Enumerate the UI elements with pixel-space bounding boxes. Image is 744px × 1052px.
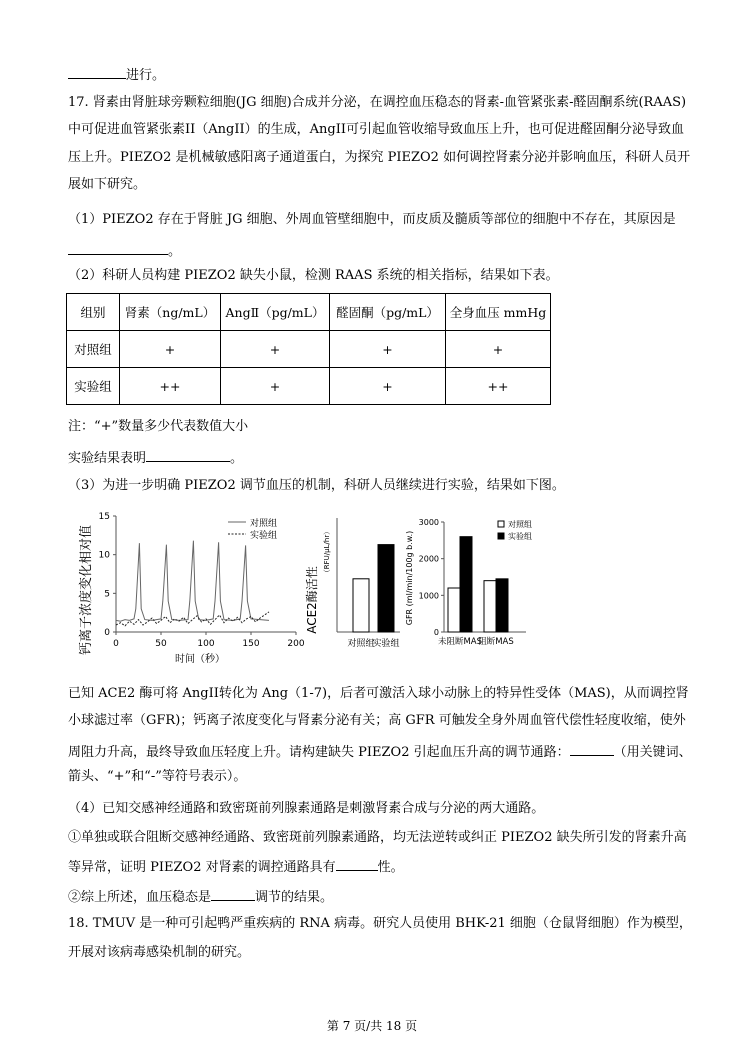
table-cell: +	[221, 368, 330, 405]
x-tick-label: 150	[242, 639, 260, 649]
question-17-line2: 中可促进血管紧张素II（AngII）的生成，AngII可引起血管收缩导致血压上升，也可促进醛固酮分泌导致血	[68, 122, 684, 137]
bar-experiment	[378, 545, 394, 632]
y-tick-label: 5	[104, 589, 110, 600]
question-18-line1: 18. TMUV 是一种可引起鸭严重疾病的 RNA 病毒。研究人员使用 BHK-21 细胞（仓鼠肾细胞）作为模型，	[68, 916, 692, 931]
table-cell: +	[330, 331, 446, 368]
table-cell: +	[120, 331, 221, 368]
table-cell: 对照组	[67, 331, 120, 368]
blank-line	[68, 64, 126, 79]
sub1-line1: （1）PIEZO2 存在于肾脏 JG 细胞、外周血管壁细胞中，而皮质及髓质等部位的细胞中不存在，其原因是	[68, 212, 676, 227]
blank-line	[336, 856, 378, 871]
bar-experiment-blocked	[496, 579, 508, 632]
table-row	[67, 331, 551, 368]
legend-label-experiment: 实验组	[508, 532, 532, 541]
para3-line1: 已知 ACE2 酶可将 AngII转化为 Ang（1-7)，后者可激活入球小动脉上的特异性受体（MAS)，从而调控肾	[68, 686, 689, 701]
text-line: 进行。	[126, 68, 166, 83]
y-tick-label: 1000	[418, 591, 439, 601]
legend-label-control: 对照组	[508, 520, 532, 529]
question-17-line3: 压上升。PIEZO2 是机械敏感阳离子通道蛋白，为探究 PIEZO2 如何调控肾素分泌并影响血压，科研人员开	[68, 150, 691, 165]
series-line-experiment	[116, 612, 269, 626]
sub4-item2: ②综上所述，血压稳态是	[68, 890, 212, 905]
y-tick-label: 0	[104, 628, 110, 638]
sub4-item1-line2: 等异常，证明 PIEZO2 对肾素的调控通路具有	[68, 860, 336, 875]
x-tick-label: 100	[197, 639, 215, 649]
page-footer: 第 7 页/共 18 页	[326, 1019, 418, 1033]
table-header-row	[67, 294, 551, 331]
y-axis-label: GFR (ml/min/100g b.w.)	[405, 530, 414, 626]
y-axis-unit: （RFU/μL/hr）	[323, 527, 331, 577]
question-17-line1: 17. 肾素由肾脏球旁颗粒细胞(JG 细胞)合成并分泌，在调控血压稳态的肾素-血管紧张素-醛固酮系统(RAAS)	[68, 95, 687, 110]
para3-line3: 周阻力升高，最终导致血压轻度上升。请构建缺失 PIEZO2 引起血压升高的调节通路：	[68, 745, 570, 760]
y-tick-label: 2000	[418, 554, 439, 564]
x-tick-label: 50	[155, 639, 167, 649]
x-axis-label: 时间（秒）	[175, 654, 225, 665]
x-tick-label: 200	[287, 639, 305, 649]
result-end: 。	[230, 451, 244, 466]
table-cell: ++	[120, 368, 221, 405]
result-prefix: 实验结果表明	[68, 451, 147, 466]
bar-control	[353, 579, 369, 632]
blank-line	[68, 240, 168, 255]
blank-line	[570, 741, 614, 756]
table-cell: +	[221, 331, 330, 368]
bar-control-blocked	[484, 581, 496, 632]
results-table	[66, 293, 551, 405]
calcium-line-chart	[70, 508, 305, 668]
sub2-intro: （2）科研人员构建 PIEZO2 缺失小鼠，检测 RAAS 系统的相关指标，结果如下表。	[68, 268, 559, 283]
table-cell: +	[446, 331, 551, 368]
legend-swatch-control	[498, 521, 504, 527]
category-label: 阻断MAS	[478, 637, 514, 647]
sub4-item2-end: 调节的结果。	[255, 890, 334, 905]
bar-control-unblocked	[448, 588, 460, 632]
legend-label-control: 对照组	[250, 519, 278, 529]
category-label: 对照组	[347, 639, 375, 649]
legend-swatch-experiment	[498, 533, 504, 539]
ace2-bar-chart	[304, 508, 404, 650]
table-header-cell: 全身血压 mmHg	[446, 294, 551, 331]
table-header-cell: AngⅡ（pg/mL）	[221, 294, 330, 331]
y-tick-label: 10	[98, 550, 110, 561]
y-axis-label: ACE2酶活性	[305, 566, 319, 634]
question-17-line4: 展如下研究。	[68, 177, 147, 192]
blank-line	[211, 886, 255, 901]
table-cell: +	[330, 368, 446, 405]
para3-line4: 箭头、“+”和“-”等符号表示）。	[68, 769, 247, 784]
y-axis-label: 钙离子浓度变化相对值	[79, 524, 94, 656]
category-label: 未阻断MAS	[437, 637, 483, 647]
y-tick-label: 3000	[418, 518, 439, 527]
table-cell: ++	[446, 368, 551, 405]
para3-line3-end: （用关键词、	[613, 745, 692, 760]
y-tick-label: 0	[433, 628, 439, 637]
table-note: 注：“+”数量多少代表数值大小	[68, 419, 249, 434]
category-label: 实验组	[372, 639, 400, 649]
sub4-item1-line1: ①单独或联合阻断交感神经通路、致密斑前列腺素通路，均无法逆转或纠正 PIEZO2 缺失所引发的肾素升高	[68, 830, 687, 845]
sub4-line1: （4）已知交感神经通路和致密斑前列腺素通路是刺激肾素合成与分泌的两大通路。	[68, 801, 545, 816]
legend-label-experiment: 实验组	[250, 531, 278, 541]
x-tick-label: 0	[113, 639, 119, 649]
series-line-control	[116, 541, 269, 622]
gfr-bar-chart	[402, 508, 542, 650]
table-header-cell: 肾素（ng/mL）	[120, 294, 221, 331]
blank-line	[146, 447, 230, 462]
table-cell: 实验组	[67, 368, 120, 405]
table-row	[67, 368, 551, 405]
sub3-intro: （3）为进一步明确 PIEZO2 调节血压的机制，科研人员继续进行实验，结果如下图。	[68, 478, 565, 493]
bar-experiment-unblocked	[460, 537, 472, 632]
question-18-line2: 开展对该病毒感染机制的研究。	[68, 945, 251, 960]
y-tick-label: 15	[98, 512, 110, 522]
table-header-cell: 组别	[67, 294, 120, 331]
para3-line2: 小球滤过率（GFR)；钙离子浓度变化与肾素分泌有关；高 GFR 可触发全身外周血管代偿性轻度收缩，使外	[68, 713, 686, 728]
sub1-end: 。	[168, 244, 182, 259]
table-header-cell: 醛固酮（pg/mL）	[330, 294, 446, 331]
sub4-item1-end: 性。	[377, 860, 404, 875]
